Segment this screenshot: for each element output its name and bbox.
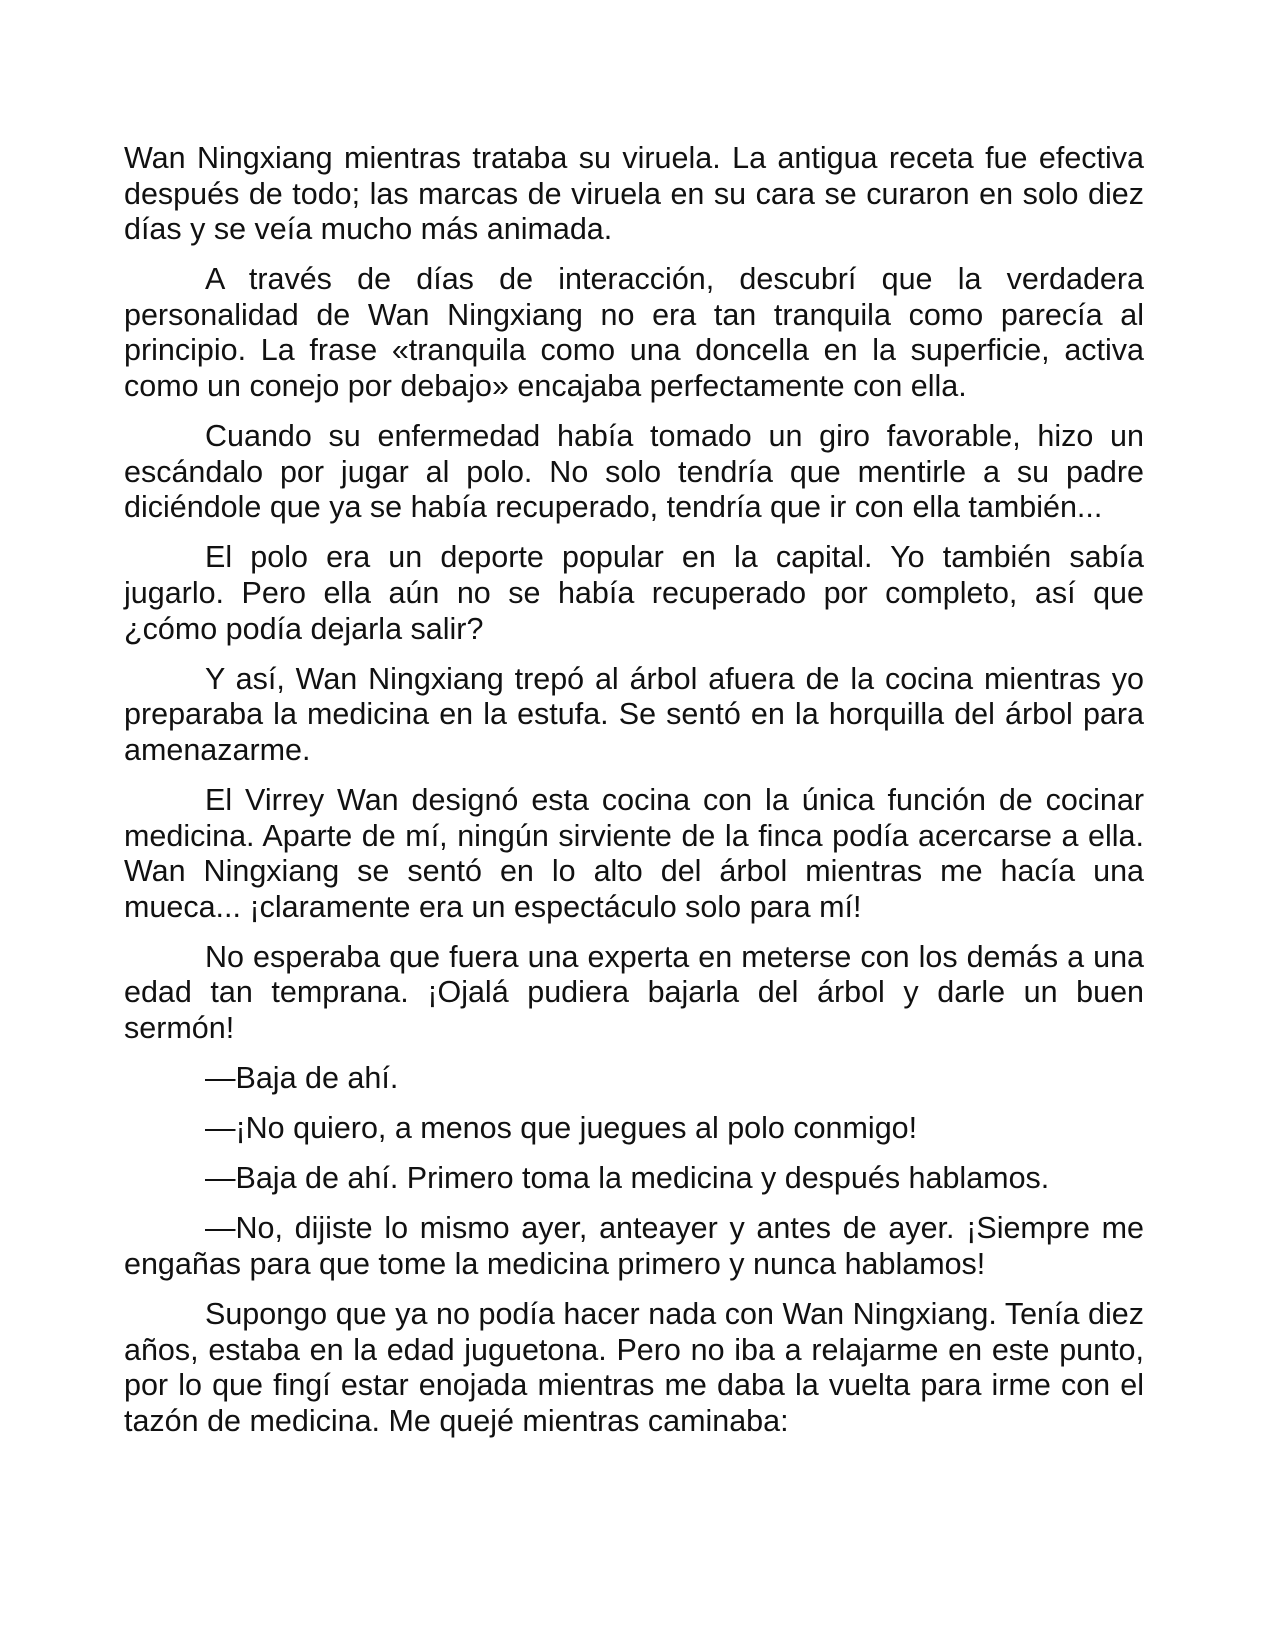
paragraph-1: Wan Ningxiang mientras trataba su viruela. La antigua receta fue efectiva después de todo; las marcas de viruela en su cara se curaron en solo diez días y se veía mucho más animada.: [124, 141, 1144, 247]
dialogue-line-3: —Baja de ahí. Primero toma la medicina y después hablamos.: [205, 1161, 1050, 1196]
dialogue-line-4: —No, dijiste lo mismo ayer, anteayer y antes de ayer. ¡Siempre me engañas para que tome la medicina primero y nunca hablamos!: [124, 1211, 1144, 1282]
page-body: [124, 141, 1144, 1454]
paragraph-6: El Virrey Wan designó esta cocina con la única función de cocinar medicina. Aparte de mí, ningún sirviente de la finca podía acercarse a ella. Wan Ningxiang se sentó en lo alto del árbol mientras me hacía una mueca... ¡claramente era un espectáculo solo para mí!: [124, 783, 1144, 924]
paragraph-7: No esperaba que fuera una experta en meterse con los demás a una edad tan temprana. ¡Ojalá pudiera bajarla del árbol y darle un buen sermón!: [124, 939, 1144, 1046]
paragraph-4: El polo era un deporte popular en la capital. Yo también sabía jugarlo. Pero ella aún no se había recuperado por completo, así que ¿cómo podía dejarla salir?: [124, 540, 1144, 646]
paragraph-2: A través de días de interacción, descubrí que la verdadera personalidad de Wan Ningxiang no era tan tranquila como parecía al principio. La frase «tranquila como una doncella en la superficie, activa como un conejo por debajo» encajaba perfectamente con ella.: [124, 262, 1144, 404]
paragraph-3: Cuando su enfermedad había tomado un giro favorable, hizo un escándalo por jugar al polo. No solo tendría que mentirle a su padre diciéndole que ya se había recuperado, tendría que ir con ella también...: [124, 419, 1144, 525]
dialogue-line-1: —Baja de ahí.: [205, 1061, 399, 1096]
paragraph-5: Y así, Wan Ningxiang trepó al árbol afuera de la cocina mientras yo preparaba la medicina en la estufa. Se sentó en la horquilla del árbol para amenazarme.: [124, 661, 1144, 767]
paragraph-12: Supongo que ya no podía hacer nada con Wan Ningxiang. Tenía diez años, estaba en la edad juguetona. Pero no iba a relajarme en este punto, por lo que fingí estar enojada mientras me daba la vuelta para irme con el tazón de medicina. Me quejé mientras caminaba:: [124, 1297, 1144, 1438]
dialogue-line-2: —¡No quiero, a menos que juegues al polo conmigo!: [205, 1111, 918, 1146]
